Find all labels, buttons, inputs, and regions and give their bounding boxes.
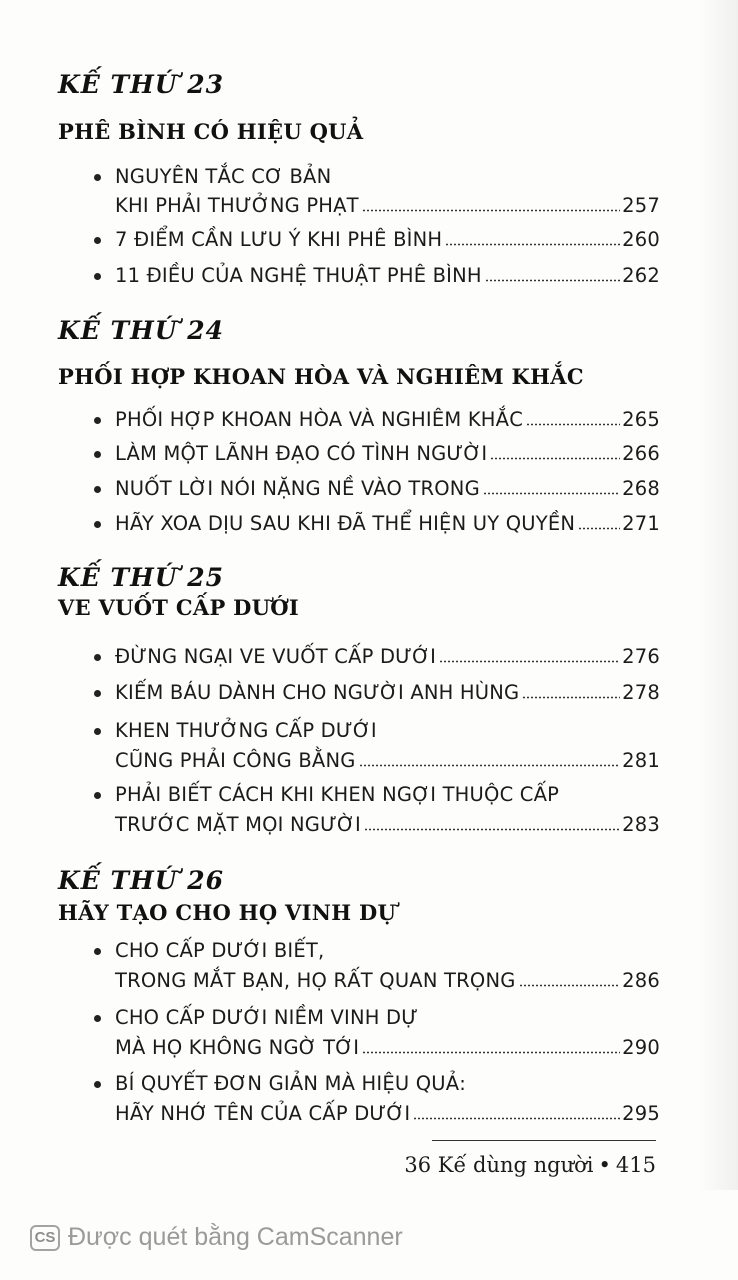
chapter-label: KẾ THỨ 23 bbox=[58, 70, 225, 99]
entry-text: CHO CẤP DƯỚI BIẾT, bbox=[115, 939, 325, 962]
page-number: 271 bbox=[622, 512, 660, 535]
bullet-icon bbox=[94, 174, 101, 181]
page-number: 278 bbox=[622, 681, 660, 704]
bullet-icon bbox=[94, 273, 101, 280]
chapter-label: KẾ THỨ 26 bbox=[58, 866, 225, 895]
bullet-icon bbox=[94, 948, 101, 955]
entry-text: CHO CẤP DƯỚI NIỀM VINH DỰ bbox=[115, 1006, 419, 1029]
dot-leader bbox=[359, 764, 621, 767]
entry-text: NGUYÊN TẮC CƠ BẢN bbox=[115, 165, 332, 188]
dot-leader bbox=[578, 527, 620, 530]
page-number: 283 bbox=[622, 813, 660, 836]
page-number: 266 bbox=[622, 442, 660, 465]
bullet-icon bbox=[94, 521, 101, 528]
page-number: 295 bbox=[622, 1102, 660, 1125]
entry-text: HÃY XOA DỊU SAU KHI ĐÃ THỂ HIỆN UY QUYỀN bbox=[115, 512, 576, 535]
entry-text: KHEN THƯỞNG CẤP DƯỚI bbox=[115, 719, 377, 742]
entry-text: KHI PHẢI THƯỞNG PHẠT bbox=[115, 194, 359, 217]
page-number: 276 bbox=[622, 645, 660, 668]
page-number: 281 bbox=[622, 749, 660, 772]
dot-leader bbox=[519, 984, 621, 987]
page-edge-shadow bbox=[698, 0, 738, 1190]
entry-text: ĐỪNG NGẠI VE VUỐT CẤP DƯỚI bbox=[115, 645, 437, 668]
bullet-icon bbox=[94, 792, 101, 799]
page-number: 260 bbox=[622, 228, 660, 251]
dot-leader bbox=[483, 492, 620, 495]
chapter-title: PHỐI HỢP KHOAN HÒA VÀ NGHIÊM KHẮC bbox=[58, 364, 584, 389]
dot-leader bbox=[526, 423, 620, 426]
entry-text: PHỐI HỢP KHOAN HÒA VÀ NGHIÊM KHẮC bbox=[115, 408, 524, 431]
entry-text: PHẢI BIẾT CÁCH KHI KHEN NGỢI THUỘC CẤP bbox=[115, 783, 560, 806]
entry-text: BÍ QUYẾT ĐƠN GIẢN MÀ HIỆU QUẢ: bbox=[115, 1072, 467, 1095]
page-number: 265 bbox=[622, 408, 660, 431]
chapter-label: KẾ THỨ 25 bbox=[58, 563, 225, 592]
entry-text: 7 ĐIỂM CẦN LƯU Ý KHI PHÊ BÌNH bbox=[115, 228, 443, 251]
camscanner-watermark bbox=[30, 1223, 403, 1252]
entry-text: HÃY NHỚ TÊN CỦA CẤP DƯỚI bbox=[115, 1102, 411, 1125]
footer-book-title: 36 Kế dùng người bbox=[404, 1153, 594, 1177]
chapter-title: HÃY TẠO CHO HỌ VINH DỰ bbox=[58, 900, 397, 925]
chapter-label: KẾ THỨ 24 bbox=[58, 316, 225, 345]
bullet-icon bbox=[94, 451, 101, 458]
page-number: 268 bbox=[622, 477, 660, 500]
entry-text: CŨNG PHẢI CÔNG BẰNG bbox=[115, 749, 356, 772]
bullet-icon bbox=[94, 728, 101, 735]
page-number: 286 bbox=[622, 969, 660, 992]
dot-leader bbox=[364, 828, 620, 831]
entry-text: NUỐT LỜI NÓI NẶNG NỀ VÀO TRONG bbox=[115, 477, 480, 500]
dot-leader bbox=[445, 243, 620, 246]
entry-text: 11 ĐIỀU CỦA NGHỆ THUẬT PHÊ BÌNH bbox=[115, 264, 482, 287]
dot-leader bbox=[413, 1117, 620, 1120]
watermark-text: Được quét bằng CamScanner bbox=[68, 1223, 403, 1251]
page-number: 257 bbox=[622, 194, 660, 217]
entry-text: TRƯỚC MẶT MỌI NGƯỜI bbox=[115, 813, 361, 836]
page-footer bbox=[404, 1153, 656, 1177]
dot-leader bbox=[490, 457, 620, 460]
bullet-icon bbox=[94, 690, 101, 697]
dot-leader bbox=[439, 660, 620, 663]
entry-text: LÀM MỘT LÃNH ĐẠO CÓ TÌNH NGƯỜI bbox=[115, 442, 488, 465]
dot-leader bbox=[362, 1051, 620, 1054]
entry-text: TRONG MẮT BẠN, HỌ RẤT QUAN TRỌNG bbox=[115, 969, 516, 992]
footer-rule bbox=[432, 1140, 656, 1141]
bullet-icon bbox=[94, 1015, 101, 1022]
page-number: 262 bbox=[622, 264, 660, 287]
bullet-icon bbox=[94, 1081, 101, 1088]
bullet-icon bbox=[94, 237, 101, 244]
camscanner-logo-icon: CS bbox=[30, 1225, 60, 1251]
page-number: 290 bbox=[622, 1036, 660, 1059]
bullet-icon bbox=[94, 654, 101, 661]
dot-leader bbox=[362, 209, 620, 212]
entry-text: MÀ HỌ KHÔNG NGỜ TỚI bbox=[115, 1036, 360, 1059]
footer-separator: • bbox=[598, 1153, 611, 1177]
footer-page-number: 415 bbox=[615, 1153, 656, 1177]
dot-leader bbox=[522, 696, 620, 699]
bullet-icon bbox=[94, 486, 101, 493]
chapter-title: VE VUỐT CẤP DƯỚI bbox=[58, 595, 299, 620]
entry-text: KIẾM BÁU DÀNH CHO NGƯỜI ANH HÙNG bbox=[115, 681, 520, 704]
bullet-icon bbox=[94, 417, 101, 424]
chapter-title: PHÊ BÌNH CÓ HIỆU QUẢ bbox=[58, 119, 364, 144]
dot-leader bbox=[485, 279, 620, 282]
